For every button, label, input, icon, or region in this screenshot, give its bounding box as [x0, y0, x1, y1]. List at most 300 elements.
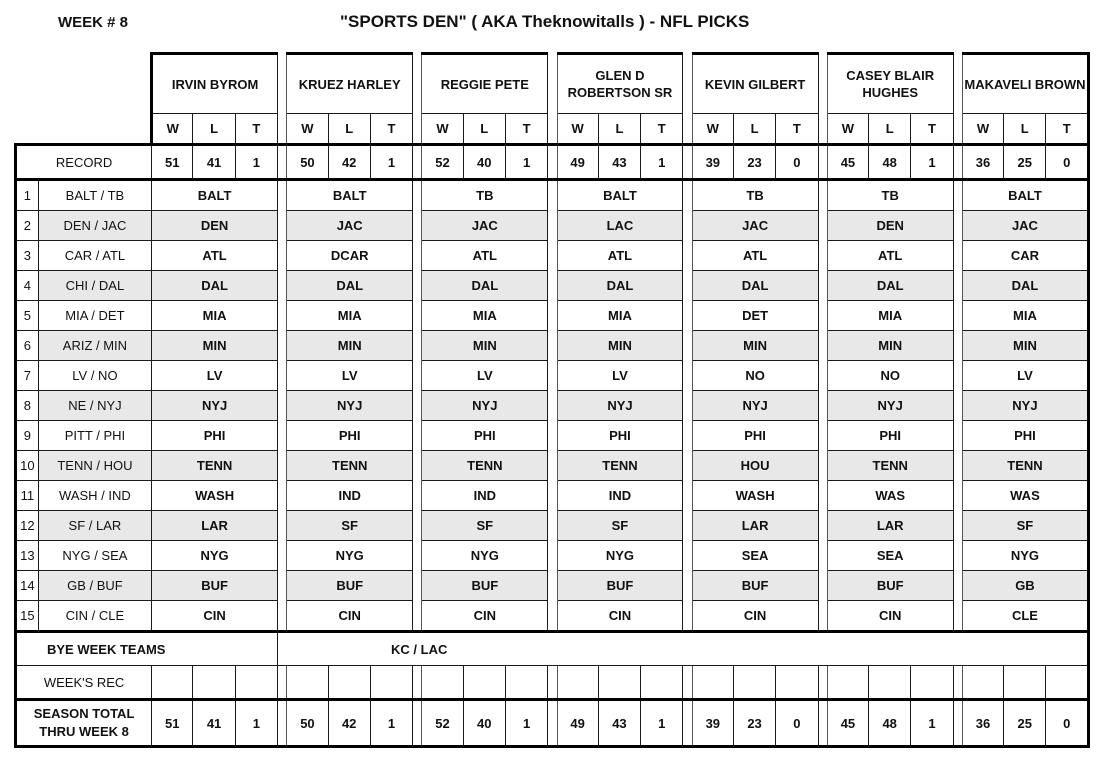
column-gap: [818, 601, 827, 632]
weeks-rec-value: [733, 666, 775, 700]
pick-cell: LV: [422, 361, 548, 391]
column-gap: [278, 301, 287, 331]
bye-teams: KC / LAC: [278, 632, 1089, 666]
pick-cell: IND: [422, 481, 548, 511]
game-matchup: GB / BUF: [38, 571, 151, 601]
column-gap: [278, 541, 287, 571]
column-gap: [413, 54, 422, 114]
season-total-value: 25: [1004, 700, 1046, 747]
pick-cell: BUF: [287, 571, 413, 601]
player-name: IRVIN BYROM: [152, 54, 278, 114]
pick-cell: WASH: [152, 481, 278, 511]
record-value: 39: [692, 145, 733, 180]
pick-cell: BUF: [692, 571, 818, 601]
pick-cell: DET: [692, 301, 818, 331]
game-number: 11: [16, 481, 39, 511]
record-value: 1: [370, 145, 412, 180]
bye-label: BYE WEEK TEAMS: [16, 632, 278, 666]
column-gap: [413, 421, 422, 451]
column-gap: [683, 601, 692, 632]
column-gap: [413, 666, 422, 700]
game-number: 7: [16, 361, 39, 391]
pick-cell: DAL: [152, 271, 278, 301]
column-gap: [953, 271, 962, 301]
column-gap: [548, 114, 557, 145]
column-gap: [953, 54, 962, 114]
pick-cell: HOU: [692, 451, 818, 481]
season-total-value: 52: [422, 700, 463, 747]
game-number: 4: [16, 271, 39, 301]
game-matchup: WASH / IND: [38, 481, 151, 511]
pick-cell: NYG: [152, 541, 278, 571]
column-gap: [278, 241, 287, 271]
pick-cell: TENN: [152, 451, 278, 481]
player-name: GLEN D ROBERTSON SR: [557, 54, 683, 114]
column-header-w: W: [152, 114, 193, 145]
column-gap: [278, 571, 287, 601]
pick-cell: JAC: [287, 211, 413, 241]
season-total-value: 1: [911, 700, 953, 747]
blank-corner: [16, 54, 152, 114]
pick-cell: DAL: [287, 271, 413, 301]
pick-cell: LAC: [557, 211, 683, 241]
column-gap: [278, 145, 287, 180]
game-number: 9: [16, 421, 39, 451]
column-gap: [818, 114, 827, 145]
game-row: [16, 421, 1089, 451]
season-total-value: 51: [152, 700, 193, 747]
column-gap: [413, 481, 422, 511]
column-gap: [548, 571, 557, 601]
column-gap: [278, 481, 287, 511]
pick-cell: PHI: [557, 421, 683, 451]
pick-cell: ATL: [422, 241, 548, 271]
column-gap: [683, 666, 692, 700]
pick-cell: IND: [557, 481, 683, 511]
column-gap: [683, 211, 692, 241]
column-gap: [278, 271, 287, 301]
weeks-rec-value: [193, 666, 235, 700]
weeks-rec-label: WEEK'S REC: [16, 666, 152, 700]
pick-cell: PHI: [827, 421, 953, 451]
week-label: WEEK # 8: [58, 14, 129, 31]
column-gap: [413, 451, 422, 481]
pick-cell: LV: [152, 361, 278, 391]
game-number: 2: [16, 211, 39, 241]
pick-cell: GB: [962, 571, 1088, 601]
pick-cell: NYJ: [152, 391, 278, 421]
column-gap: [548, 700, 557, 747]
column-header-l: L: [1004, 114, 1046, 145]
column-header-t: T: [235, 114, 277, 145]
column-gap: [818, 481, 827, 511]
game-row: [16, 451, 1089, 481]
pick-cell: MIA: [422, 301, 548, 331]
column-gap: [413, 180, 422, 211]
pick-cell: TENN: [557, 451, 683, 481]
pick-cell: BALT: [152, 180, 278, 211]
column-gap: [278, 451, 287, 481]
pick-cell: MIN: [692, 331, 818, 361]
record-value: 40: [463, 145, 505, 180]
column-header-l: L: [193, 114, 235, 145]
weeks-rec-value: [287, 666, 328, 700]
column-gap: [683, 391, 692, 421]
pick-cell: PHI: [692, 421, 818, 451]
column-gap: [278, 511, 287, 541]
pick-cell: CLE: [962, 601, 1088, 632]
weeks-rec-value: [1004, 666, 1046, 700]
column-gap: [683, 481, 692, 511]
column-gap: [818, 361, 827, 391]
column-header-t: T: [911, 114, 953, 145]
game-row: [16, 180, 1089, 211]
pick-cell: LAR: [827, 511, 953, 541]
record-row: [16, 145, 1089, 180]
pick-cell: NYJ: [287, 391, 413, 421]
column-gap: [818, 145, 827, 180]
pick-cell: BUF: [422, 571, 548, 601]
column-gap: [683, 421, 692, 451]
column-gap: [953, 481, 962, 511]
pick-cell: IND: [287, 481, 413, 511]
pick-cell: TENN: [422, 451, 548, 481]
column-gap: [548, 391, 557, 421]
column-gap: [548, 481, 557, 511]
column-gap: [953, 241, 962, 271]
game-row: [16, 211, 1089, 241]
column-gap: [953, 541, 962, 571]
season-total-value: 40: [463, 700, 505, 747]
column-gap: [818, 54, 827, 114]
pick-cell: MIN: [422, 331, 548, 361]
season-total-value: 1: [641, 700, 683, 747]
season-total-value: 45: [827, 700, 868, 747]
column-gap: [548, 301, 557, 331]
column-gap: [818, 211, 827, 241]
column-gap: [548, 241, 557, 271]
pick-cell: NYG: [422, 541, 548, 571]
pick-cell: BALT: [962, 180, 1088, 211]
game-row: [16, 511, 1089, 541]
game-number: 10: [16, 451, 39, 481]
pick-cell: MIA: [287, 301, 413, 331]
column-gap: [953, 114, 962, 145]
pick-cell: WASH: [692, 481, 818, 511]
column-gap: [818, 391, 827, 421]
record-value: 1: [641, 145, 683, 180]
column-header-w: W: [827, 114, 868, 145]
column-gap: [278, 391, 287, 421]
game-matchup: MIA / DET: [38, 301, 151, 331]
pick-cell: TB: [692, 180, 818, 211]
record-value: 0: [1046, 145, 1089, 180]
season-total-value: 48: [869, 700, 911, 747]
column-gap: [548, 180, 557, 211]
column-header-w: W: [287, 114, 328, 145]
pick-cell: CIN: [287, 601, 413, 632]
game-matchup: SF / LAR: [38, 511, 151, 541]
record-value: 1: [911, 145, 953, 180]
player-name: KEVIN GILBERT: [692, 54, 818, 114]
pick-cell: TENN: [962, 451, 1088, 481]
column-gap: [818, 666, 827, 700]
game-row: [16, 241, 1089, 271]
game-number: 14: [16, 571, 39, 601]
column-gap: [413, 114, 422, 145]
pick-cell: LV: [557, 361, 683, 391]
game-matchup: DEN / JAC: [38, 211, 151, 241]
pick-cell: TB: [827, 180, 953, 211]
season-total-value: 50: [287, 700, 328, 747]
column-gap: [548, 601, 557, 632]
weeks-rec-value: [692, 666, 733, 700]
column-gap: [953, 391, 962, 421]
record-value: 48: [869, 145, 911, 180]
column-header-t: T: [370, 114, 412, 145]
pick-cell: MIN: [557, 331, 683, 361]
column-gap: [413, 301, 422, 331]
game-matchup: BALT / TB: [38, 180, 151, 211]
pick-cell: MIN: [962, 331, 1088, 361]
column-gap: [953, 145, 962, 180]
column-header-l: L: [733, 114, 775, 145]
column-gap: [278, 211, 287, 241]
column-gap: [953, 211, 962, 241]
column-gap: [818, 571, 827, 601]
pick-cell: NYG: [287, 541, 413, 571]
column-gap: [818, 180, 827, 211]
column-gap: [683, 571, 692, 601]
column-gap: [413, 700, 422, 747]
weeks-rec-value: [641, 666, 683, 700]
weeks-rec-value: [911, 666, 953, 700]
column-gap: [683, 361, 692, 391]
weeks-rec-value: [557, 666, 598, 700]
column-gap: [278, 421, 287, 451]
player-name: CASEY BLAIR HUGHES: [827, 54, 953, 114]
pick-cell: CIN: [557, 601, 683, 632]
season-total-line-1: SEASON TOTAL: [33, 706, 135, 721]
blank-corner: [16, 114, 152, 145]
column-gap: [683, 700, 692, 747]
game-number: 3: [16, 241, 39, 271]
weeks-rec-value: [235, 666, 277, 700]
bye-row: [16, 632, 1089, 666]
pick-cell: DEN: [152, 211, 278, 241]
column-gap: [683, 511, 692, 541]
season-total-row: [16, 700, 1089, 747]
pick-cell: CIN: [422, 601, 548, 632]
game-matchup: CIN / CLE: [38, 601, 151, 632]
weeks-rec-value: [827, 666, 868, 700]
game-row: [16, 481, 1089, 511]
pick-cell: BALT: [557, 180, 683, 211]
player-name: KRUEZ HARLEY: [287, 54, 413, 114]
record-value: 23: [733, 145, 775, 180]
game-number: 5: [16, 301, 39, 331]
picks-table: [14, 52, 1090, 748]
column-gap: [278, 361, 287, 391]
column-gap: [413, 145, 422, 180]
column-gap: [818, 421, 827, 451]
weeks-rec-value: [422, 666, 463, 700]
player-name: REGGIE PETE: [422, 54, 548, 114]
column-gap: [548, 421, 557, 451]
column-gap: [683, 301, 692, 331]
pick-cell: MIN: [827, 331, 953, 361]
column-gap: [683, 541, 692, 571]
column-header-l: L: [463, 114, 505, 145]
column-gap: [683, 451, 692, 481]
pick-cell: MIA: [557, 301, 683, 331]
column-gap: [413, 211, 422, 241]
pick-cell: PHI: [287, 421, 413, 451]
column-gap: [413, 511, 422, 541]
column-gap: [278, 180, 287, 211]
pick-cell: SF: [287, 511, 413, 541]
column-header-t: T: [505, 114, 547, 145]
pick-cell: PHI: [962, 421, 1088, 451]
column-gap: [818, 700, 827, 747]
game-matchup: NE / NYJ: [38, 391, 151, 421]
pick-cell: NYG: [962, 541, 1088, 571]
game-number: 15: [16, 601, 39, 632]
pick-cell: SEA: [692, 541, 818, 571]
pick-cell: NYJ: [557, 391, 683, 421]
record-value: 43: [598, 145, 640, 180]
record-value: 1: [505, 145, 547, 180]
record-value: 36: [962, 145, 1003, 180]
pick-cell: DAL: [422, 271, 548, 301]
column-gap: [818, 241, 827, 271]
pick-cell: BUF: [152, 571, 278, 601]
column-gap: [413, 601, 422, 632]
column-gap: [548, 145, 557, 180]
game-row: [16, 301, 1089, 331]
column-gap: [953, 301, 962, 331]
season-total-value: 0: [1046, 700, 1089, 747]
column-gap: [413, 391, 422, 421]
pick-cell: BUF: [827, 571, 953, 601]
column-gap: [683, 271, 692, 301]
column-gap: [548, 666, 557, 700]
record-value: 51: [152, 145, 193, 180]
column-header-l: L: [328, 114, 370, 145]
column-header-w: W: [692, 114, 733, 145]
game-matchup: TENN / HOU: [38, 451, 151, 481]
season-total-value: 42: [328, 700, 370, 747]
pick-cell: JAC: [962, 211, 1088, 241]
game-number: 12: [16, 511, 39, 541]
column-gap: [953, 666, 962, 700]
column-gap: [548, 451, 557, 481]
weeks-rec-value: [505, 666, 547, 700]
column-gap: [548, 511, 557, 541]
pick-cell: MIA: [962, 301, 1088, 331]
column-gap: [818, 451, 827, 481]
column-gap: [278, 331, 287, 361]
game-matchup: LV / NO: [38, 361, 151, 391]
pick-cell: LAR: [152, 511, 278, 541]
column-header-l: L: [869, 114, 911, 145]
column-gap: [548, 211, 557, 241]
column-gap: [953, 361, 962, 391]
pick-cell: NYJ: [692, 391, 818, 421]
column-header-t: T: [1046, 114, 1089, 145]
pick-cell: DEN: [827, 211, 953, 241]
game-row: [16, 331, 1089, 361]
season-total-value: 1: [370, 700, 412, 747]
season-total-value: 43: [598, 700, 640, 747]
pick-cell: MIN: [152, 331, 278, 361]
pick-cell: CIN: [152, 601, 278, 632]
pick-cell: LV: [287, 361, 413, 391]
pick-cell: PHI: [152, 421, 278, 451]
column-gap: [413, 271, 422, 301]
pick-cell: PHI: [422, 421, 548, 451]
game-row: [16, 601, 1089, 632]
pick-cell: DAL: [827, 271, 953, 301]
season-total-line-2: THRU WEEK 8: [39, 724, 129, 739]
weeks-rec-value: [598, 666, 640, 700]
column-gap: [413, 571, 422, 601]
record-value: 41: [193, 145, 235, 180]
weeks-rec-value: [869, 666, 911, 700]
pick-cell: CIN: [692, 601, 818, 632]
column-gap: [683, 114, 692, 145]
pick-cell: LAR: [692, 511, 818, 541]
pick-cell: CAR: [962, 241, 1088, 271]
column-gap: [818, 301, 827, 331]
column-header-t: T: [641, 114, 683, 145]
column-gap: [413, 361, 422, 391]
pick-cell: JAC: [692, 211, 818, 241]
column-gap: [548, 331, 557, 361]
pick-cell: DCAR: [287, 241, 413, 271]
weeks-rec-row: [16, 666, 1089, 700]
record-value: 1: [235, 145, 277, 180]
pick-cell: SF: [557, 511, 683, 541]
pick-cell: JAC: [422, 211, 548, 241]
column-gap: [953, 511, 962, 541]
game-number: 13: [16, 541, 39, 571]
column-gap: [953, 700, 962, 747]
wlt-header-row: [16, 114, 1089, 145]
column-gap: [278, 601, 287, 632]
pick-cell: MIN: [287, 331, 413, 361]
pick-cell: MIA: [152, 301, 278, 331]
weeks-rec-value: [152, 666, 193, 700]
column-header-w: W: [422, 114, 463, 145]
game-number: 6: [16, 331, 39, 361]
record-value: 49: [557, 145, 598, 180]
weeks-rec-value: [328, 666, 370, 700]
pick-cell: ATL: [692, 241, 818, 271]
pick-cell: CIN: [827, 601, 953, 632]
column-gap: [413, 241, 422, 271]
column-header-w: W: [962, 114, 1003, 145]
column-gap: [953, 331, 962, 361]
game-matchup: ARIZ / MIN: [38, 331, 151, 361]
season-total-value: 39: [692, 700, 733, 747]
column-gap: [953, 421, 962, 451]
weeks-rec-value: [463, 666, 505, 700]
pick-cell: TENN: [827, 451, 953, 481]
pick-cell: NYG: [557, 541, 683, 571]
pick-cell: ATL: [827, 241, 953, 271]
pick-cell: DAL: [692, 271, 818, 301]
